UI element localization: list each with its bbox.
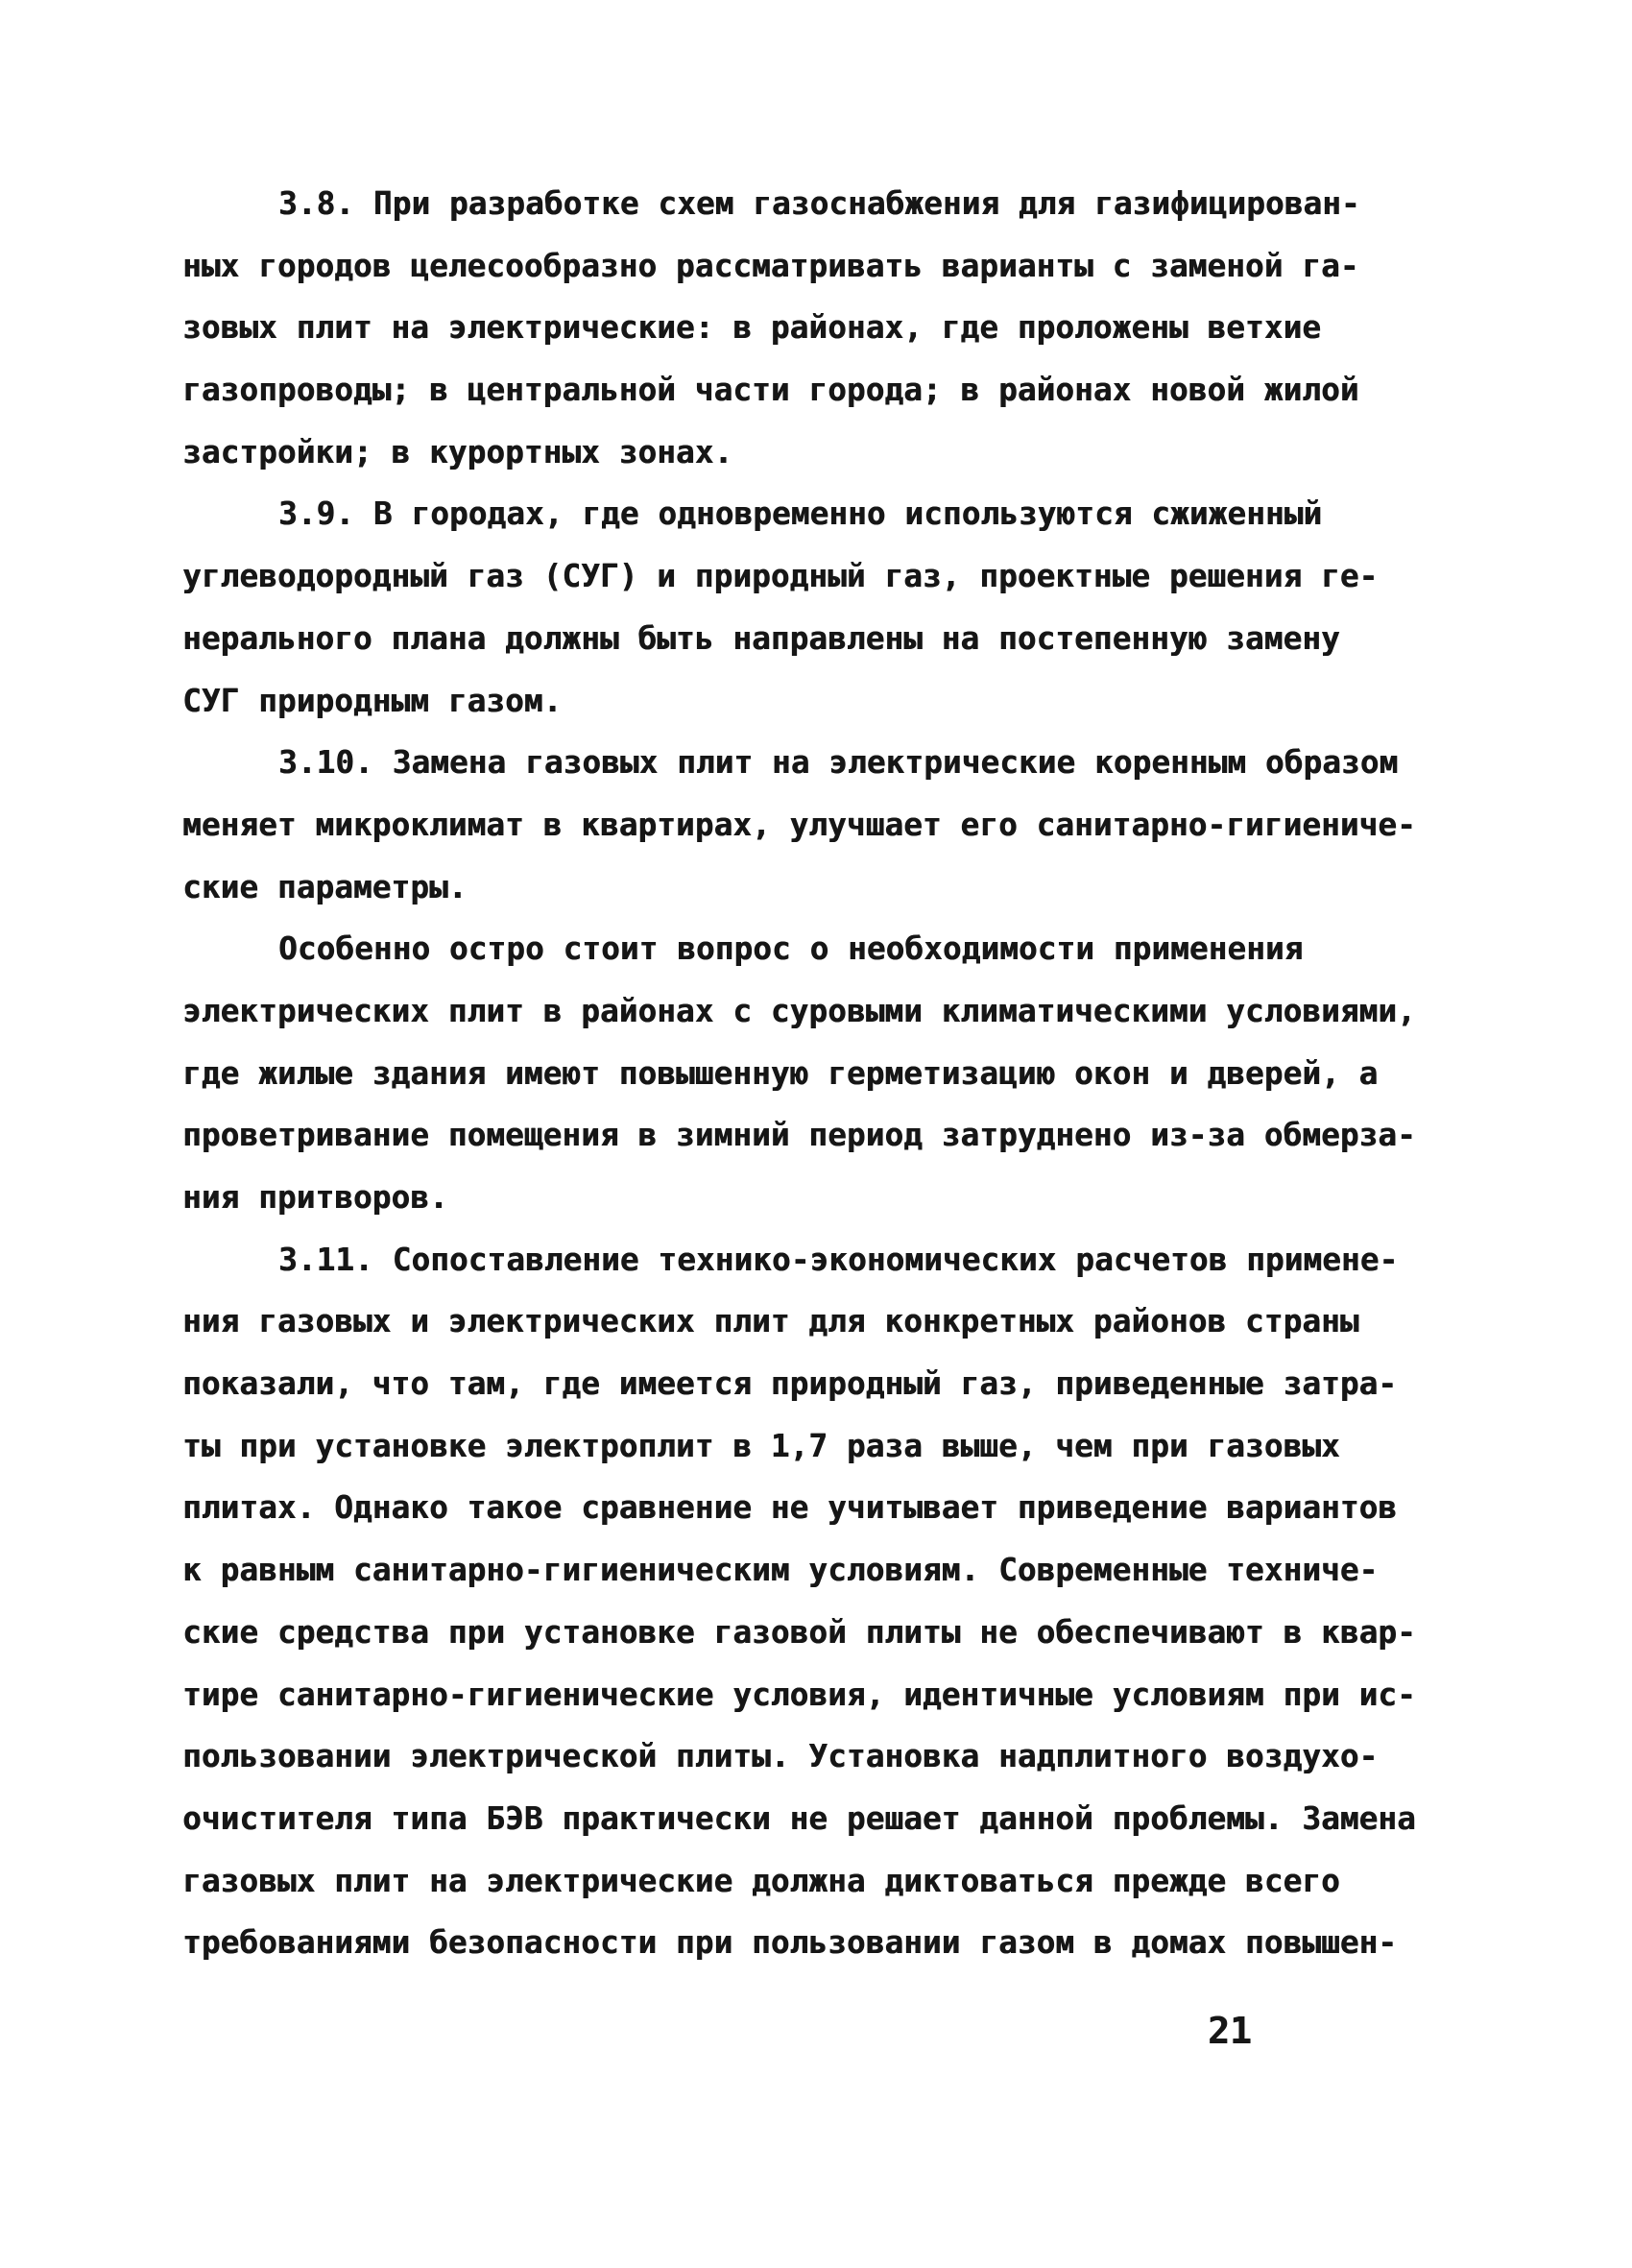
text-line: к равным санитарно-гигиеническим условиям. Современные техниче-	[182, 1552, 1379, 1589]
text-line: застройки; в курортных зонах.	[182, 433, 733, 470]
text-line: ские параметры.	[182, 868, 468, 905]
text-line: 3.9. В городах, где одновременно используются сжиженный	[278, 495, 1323, 533]
text-line: меняет микроклимат в квартирах, улучшает его санитарно-гигиениче-	[182, 806, 1416, 843]
text-line: где жилые здания имеют повышенную герметизацию окон и дверей, а	[182, 1054, 1379, 1092]
text-line: газовых плит на электрические должна диктоваться прежде всего	[182, 1862, 1340, 1899]
text-line: показали, что там, где имеется природный газ, приведенные затра-	[182, 1365, 1398, 1403]
text-line: 3.8. При разработке схем газоснабжения для газифицирован-	[278, 185, 1360, 222]
text-line: зовых плит на электрические: в районах, где проложены ветхие	[182, 309, 1321, 347]
text-line: Особенно остро стоит вопрос о необходимости применения	[278, 930, 1304, 968]
text-line: электрических плит в районах с суровыми климатическими условиями,	[182, 992, 1416, 1029]
text-line: проветривание помещения в зимний период затруднено из-за обмерза-	[182, 1117, 1416, 1154]
text-line: пользовании электрической плиты. Установка надплитного воздухо-	[182, 1738, 1379, 1775]
text-line: тире санитарно-гигиенические условия, идентичные условиям при ис-	[182, 1676, 1416, 1713]
text-line: ния притворов.	[182, 1179, 448, 1216]
text-line: плитах. Однако такое сравнение не учитывает приведение вариантов	[182, 1489, 1398, 1527]
text-line: очистителя типа БЭВ практически не решает данной проблемы. Замена	[182, 1799, 1416, 1837]
page-number: 21	[1208, 2010, 1252, 2052]
text-line: ские средства при установке газовой плиты не обеспечивают в квар-	[182, 1613, 1416, 1651]
text-line: 3.11. Сопоставление технико-экономических расчетов примене-	[278, 1241, 1399, 1278]
text-line: требованиями безопасности при пользовании газом в домах повышен-	[182, 1924, 1398, 1962]
body-text	[182, 173, 1459, 1974]
text-line: ных городов целесообразно рассматривать варианты с заменой га-	[182, 247, 1359, 284]
text-line: нерального плана должны быть направлены на постепенную замену	[182, 619, 1340, 657]
text-line: ния газовых и электрических плит для конкретных районов страны	[182, 1303, 1359, 1340]
text-line: СУГ природным газом.	[182, 682, 563, 719]
text-line: углеводородный газ (СУГ) и природный газ, проектные решения ге-	[182, 558, 1379, 595]
text-line: 3.10. Замена газовых плит на электрические коренным образом	[278, 744, 1399, 782]
text-line: газопроводы; в центральной части города; в районах новой жилой	[182, 372, 1359, 409]
text-line: ты при установке электроплит в 1,7 раза выше, чем при газовых	[182, 1427, 1340, 1464]
